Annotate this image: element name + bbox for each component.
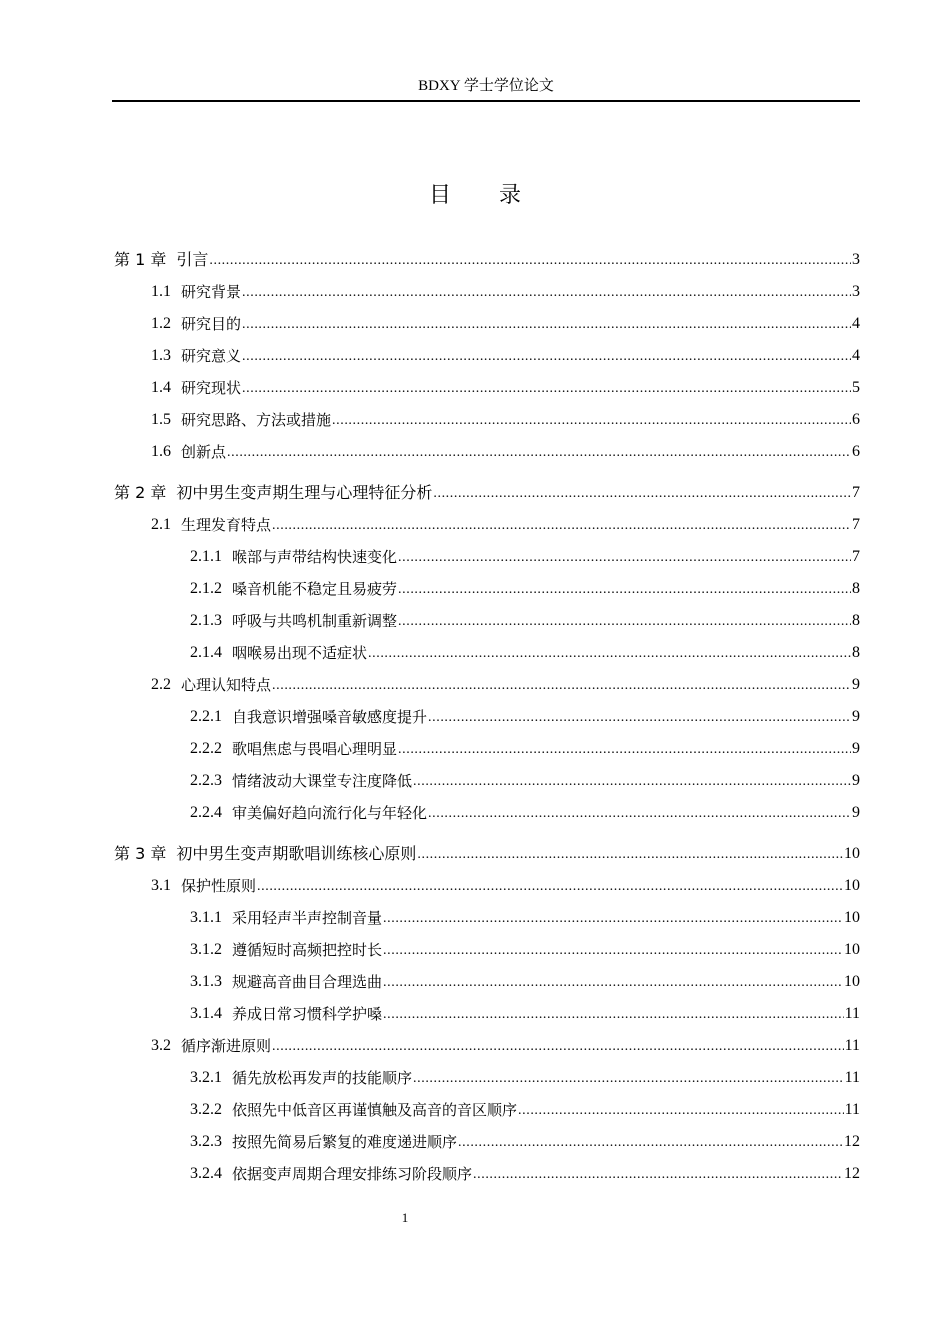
toc-page: 8 xyxy=(852,580,860,597)
toc-page: 5 xyxy=(852,379,860,396)
toc-leader xyxy=(383,966,843,998)
toc-page: 7 xyxy=(852,484,860,501)
toc-entry[interactable] xyxy=(114,966,860,998)
toc-page: 10 xyxy=(844,909,860,926)
toc-page: 7 xyxy=(852,516,860,533)
toc-entry[interactable] xyxy=(114,1094,860,1126)
toc-number: 1.4 xyxy=(151,379,171,396)
toc-leader xyxy=(413,1062,844,1094)
toc-text: 心理认知特点 xyxy=(181,676,272,694)
toc-page: 11 xyxy=(844,1069,860,1086)
toc-leader xyxy=(383,998,844,1030)
toc-number: 3.2.1 xyxy=(190,1069,222,1086)
toc-page: 9 xyxy=(852,676,860,693)
toc-leader xyxy=(272,669,851,701)
toc-page: 9 xyxy=(852,740,860,757)
toc-leader xyxy=(332,404,851,436)
toc-text: 循先放松再发声的技能顺序 xyxy=(232,1069,413,1087)
toc-number: 2.1.4 xyxy=(190,644,222,661)
toc-number: 第 3 章 xyxy=(114,844,167,863)
toc-number: 1.6 xyxy=(151,443,171,460)
toc-leader xyxy=(242,308,851,340)
toc-leader xyxy=(242,276,851,308)
toc-page: 10 xyxy=(844,973,860,990)
toc-number: 3.1.4 xyxy=(190,1005,222,1022)
toc-title-part1: 目 xyxy=(428,182,451,207)
toc-leader xyxy=(398,733,851,765)
toc-number: 2.1 xyxy=(151,516,171,533)
toc-number: 1.5 xyxy=(151,411,171,428)
toc-entry[interactable] xyxy=(114,765,860,797)
toc-number: 2.1.2 xyxy=(190,580,222,597)
toc-leader xyxy=(257,870,843,902)
toc-entry[interactable] xyxy=(114,1030,860,1062)
toc-text: 喉部与声带结构快速变化 xyxy=(232,548,398,566)
toc-leader xyxy=(428,797,851,829)
toc-page: 12 xyxy=(844,1133,860,1150)
toc-text: 保护性原则 xyxy=(181,877,257,895)
header-rule xyxy=(112,100,860,102)
toc-page: 9 xyxy=(852,772,860,789)
toc-page: 11 xyxy=(844,1005,860,1022)
toc-leader xyxy=(473,1158,843,1190)
toc-number: 第 2 章 xyxy=(114,483,167,502)
toc-title xyxy=(0,180,950,210)
toc-leader xyxy=(433,477,851,509)
toc-text: 遵循短时高频把控时长 xyxy=(232,941,383,959)
toc-leader xyxy=(272,509,851,541)
toc-text: 审美偏好趋向流行化与年轻化 xyxy=(232,804,428,822)
toc-text: 养成日常习惯科学护嗓 xyxy=(232,1005,383,1023)
toc-entry[interactable] xyxy=(114,701,860,733)
toc-text: 研究背景 xyxy=(181,283,242,301)
toc-leader xyxy=(428,701,851,733)
toc-text: 规避高音曲目合理选曲 xyxy=(232,973,383,991)
toc-page: 6 xyxy=(852,443,860,460)
toc-text: 嗓音机能不稳定且易疲劳 xyxy=(232,580,398,598)
toc-leader xyxy=(398,541,851,573)
toc-page: 9 xyxy=(852,708,860,725)
toc-entry[interactable] xyxy=(114,372,860,404)
toc-leader xyxy=(398,573,851,605)
toc-leader xyxy=(368,637,851,669)
toc-text: 循序渐进原则 xyxy=(181,1037,272,1055)
toc-text: 依据变声周期合理安排练习阶段顺序 xyxy=(232,1165,473,1183)
toc-page: 12 xyxy=(844,1165,860,1182)
toc-page: 7 xyxy=(852,548,860,565)
toc-leader xyxy=(398,605,851,637)
toc-text: 研究意义 xyxy=(181,347,242,365)
toc-entry[interactable] xyxy=(114,436,860,468)
toc-number: 3.1 xyxy=(151,877,171,894)
toc-number: 2.2.2 xyxy=(190,740,222,757)
toc-entry[interactable] xyxy=(114,340,860,372)
toc-number: 2.2.3 xyxy=(190,772,222,789)
toc-page: 6 xyxy=(852,411,860,428)
toc-entry[interactable] xyxy=(114,1062,860,1094)
toc-number: 2.2.1 xyxy=(190,708,222,725)
toc-entry[interactable] xyxy=(114,404,860,436)
toc-number: 1.1 xyxy=(151,283,171,300)
toc-leader xyxy=(413,765,851,797)
running-header: BDXY 学士学位论文 xyxy=(418,78,554,94)
toc-entry[interactable] xyxy=(114,1158,860,1190)
toc-page: 10 xyxy=(844,941,860,958)
toc-page: 11 xyxy=(844,1101,860,1118)
toc-entry[interactable] xyxy=(114,244,860,276)
toc-text: 咽喉易出现不适症状 xyxy=(232,644,368,662)
toc-title-part2: 录 xyxy=(499,182,522,207)
toc-number: 3.2.4 xyxy=(190,1165,222,1182)
toc-page: 3 xyxy=(852,251,860,268)
toc-text: 创新点 xyxy=(181,443,227,461)
toc-entry[interactable] xyxy=(114,509,860,541)
toc-entry[interactable] xyxy=(114,477,860,509)
toc-text: 自我意识增强嗓音敏感度提升 xyxy=(232,708,428,726)
toc-number: 2.2.4 xyxy=(190,804,222,821)
toc-entry[interactable] xyxy=(114,998,860,1030)
toc-number: 3.1.2 xyxy=(190,941,222,958)
toc-text: 研究思路、方法或措施 xyxy=(181,411,332,429)
toc-entry[interactable] xyxy=(114,838,860,870)
toc-entry[interactable] xyxy=(114,733,860,765)
toc-leader xyxy=(383,902,843,934)
toc-leader xyxy=(458,1126,843,1158)
toc-entry[interactable] xyxy=(114,934,860,966)
toc-number: 3.1.3 xyxy=(190,973,222,990)
toc-text: 引言 xyxy=(176,250,209,269)
toc-leader xyxy=(209,244,851,276)
toc-number: 3.2.3 xyxy=(190,1133,222,1150)
toc-page: 8 xyxy=(852,612,860,629)
toc-text: 生理发育特点 xyxy=(181,516,272,534)
toc-entry[interactable] xyxy=(114,276,860,308)
toc-page: 10 xyxy=(844,877,860,894)
toc-number: 1.2 xyxy=(151,315,171,332)
toc-text: 采用轻声半声控制音量 xyxy=(232,909,383,927)
toc-text: 情绪波动大课堂专注度降低 xyxy=(232,772,413,790)
toc-entry[interactable] xyxy=(114,1126,860,1158)
toc-number: 2.1.1 xyxy=(190,548,222,565)
toc-text: 初中男生变声期生理与心理特征分析 xyxy=(176,483,433,502)
toc-text: 按照先简易后繁复的难度递进顺序 xyxy=(232,1133,458,1151)
toc-entry[interactable] xyxy=(114,669,860,701)
toc-entry[interactable] xyxy=(114,573,860,605)
toc-entry[interactable] xyxy=(114,902,860,934)
toc-text: 依照先中低音区再谨慎触及高音的音区顺序 xyxy=(232,1101,518,1119)
toc-text: 歌唱焦虑与畏唱心理明显 xyxy=(232,740,398,758)
toc-page: 10 xyxy=(844,845,860,862)
toc-page: 11 xyxy=(844,1037,860,1054)
toc-leader xyxy=(272,1030,844,1062)
toc-page: 9 xyxy=(852,804,860,821)
toc-number: 第 1 章 xyxy=(114,250,167,269)
toc-page: 8 xyxy=(852,644,860,661)
toc-page: 4 xyxy=(852,347,860,364)
toc-leader xyxy=(227,436,851,468)
toc-number: 3.2 xyxy=(151,1037,171,1054)
toc-entry[interactable] xyxy=(114,308,860,340)
toc-number: 1.3 xyxy=(151,347,171,364)
toc-text: 初中男生变声期歌唱训练核心原则 xyxy=(176,844,417,863)
toc-leader xyxy=(417,838,843,870)
toc-page: 3 xyxy=(852,283,860,300)
toc-text: 呼吸与共鸣机制重新调整 xyxy=(232,612,398,630)
toc-number: 2.2 xyxy=(151,676,171,693)
toc-leader xyxy=(242,372,851,404)
toc-number: 3.2.2 xyxy=(190,1101,222,1118)
toc-number: 2.1.3 xyxy=(190,612,222,629)
toc-text: 研究目的 xyxy=(181,315,242,333)
toc-leader xyxy=(242,340,851,372)
toc-entry[interactable] xyxy=(114,797,860,829)
toc-entry[interactable] xyxy=(114,605,860,637)
toc-text: 研究现状 xyxy=(181,379,242,397)
toc-entry[interactable] xyxy=(114,870,860,902)
toc-entry[interactable] xyxy=(114,541,860,573)
page-number: 1 xyxy=(401,1210,409,1225)
toc-number: 3.1.1 xyxy=(190,909,222,926)
toc-entry[interactable] xyxy=(114,637,860,669)
toc-page: 4 xyxy=(852,315,860,332)
toc-leader xyxy=(383,934,843,966)
toc-leader xyxy=(518,1094,844,1126)
